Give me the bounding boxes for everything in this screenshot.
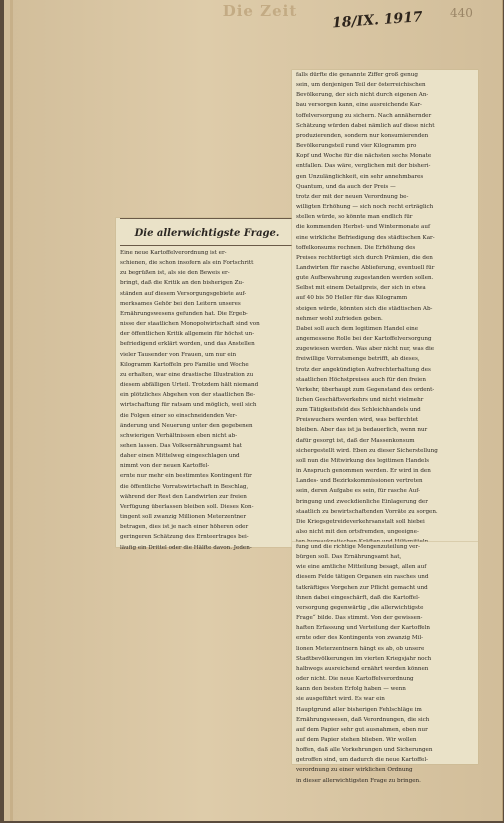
text-line: die kommenden Herbst- und Wintermonate auf <box>296 224 431 231</box>
text-line: ihnen dabei eingeschärft, daß die Kartoffel- <box>296 594 420 601</box>
text-line: schwierigen Verhältnissen eben nicht ab- <box>120 432 238 439</box>
text-line: während der Rest den Landwirten zur freien <box>120 493 247 500</box>
text-line: Kopf und Woche für die nächsten sechs Monate <box>296 153 432 160</box>
text-line: ernte nur mehr ein bestimmtes Kontingent für <box>120 473 252 480</box>
text-line: merksames Gehör bei den Leitern unseres <box>120 300 241 307</box>
text-line: die Folgen einer so einschneidenden Ver- <box>120 412 238 419</box>
text-line: fung und die richtige Mengenzuteilung ver- <box>296 544 420 550</box>
text-line: die öffentliche Vorratswirtschaft in Beschlag, <box>120 483 249 490</box>
text-line: in Anspruch genommen werden. Er wird in den <box>296 468 431 475</box>
text-line: zum Tätigkeitsfeld des Schleichhandels und <box>296 407 421 414</box>
text-line: Landes- und Bezirkskommissionen vertreten <box>296 478 423 485</box>
text-line: tatkräftiges Vorgehen zur Pflicht gemacht und <box>296 584 428 591</box>
text-line: verordnung zu einer wirklichen Ordnung <box>296 767 413 774</box>
clipping-column-2 <box>292 70 478 546</box>
text-line: bleiben. Aber das ist ja bedauerlich, wenn nur <box>296 427 428 434</box>
text-line: zugewiesen werden. Was aber nicht nur, was die <box>296 346 435 353</box>
text-line: lichen Geschäftsverkehrs und nicht vielmehr <box>296 397 424 403</box>
text-line: angemessene Rolle bei der Kartoffelversorgung <box>296 336 432 343</box>
text-line: lionen Meterzentnern hängt es ab, ob unsere <box>296 645 425 652</box>
text-line: änderung und Neuerung unter den gegebenen <box>120 422 253 429</box>
text-line: also nicht mit den ortsfremden, ungeeigne- <box>296 529 419 536</box>
text-line: ständen auf diesem Versorgungsgebiete auf- <box>120 290 247 297</box>
text-line: sehen lassen. Das Volksernährungsamt hat <box>120 442 242 449</box>
text-line: toffelversorgung zu sichern. Nach annähernder <box>296 112 432 119</box>
text-line: tingent soll zwanzig Millionen Meterzentner <box>120 514 247 521</box>
text-line: versorgung gegenwärtig „die allerwichtigste <box>296 604 424 611</box>
text-line: Quantum, und da auch der Preis — <box>296 183 396 190</box>
column-3-text <box>296 542 474 786</box>
text-line: toffelkonsums rechnen. Die Erhöhung des <box>296 244 416 251</box>
divider <box>120 245 294 246</box>
text-line: diesem Felde tätigen Organen ein rasches und <box>296 574 429 581</box>
clipping-column-1 <box>116 218 298 551</box>
text-line: Bevölkerungsteil rund vier Kilogramm pro <box>296 143 417 150</box>
text-line: bringung und zweckdienliche Einlagerung der <box>296 498 428 505</box>
handwritten-date: 18/IX. 1917 <box>331 9 424 32</box>
text-line: nimmt von der neuen Kartoffel- <box>120 463 210 470</box>
text-line: Die Kriegsgetreideverkehrsanstalt soll hiebei <box>296 518 425 525</box>
text-line: geringeren Schätzung des Ernteertrages bei- <box>120 534 249 541</box>
text-line: haften Erfassung und Verteilung der Kartoffeln <box>296 625 431 632</box>
text-line: gen Unzulänglichkeit, ein sehr annehmbares <box>296 173 424 180</box>
text-line: soll nun die Mitwirkung des legitimen Handels <box>296 457 430 464</box>
text-line: zu erhalten, war eine drastische Illustration zu <box>120 371 254 378</box>
binding-strip <box>10 0 13 821</box>
text-line: Stadtbevölkerungen im vierten Kriegsjahr noch <box>296 655 432 662</box>
text-line: Frage“ bilde. Das stimmt. Von der gewissen- <box>296 615 423 622</box>
text-line: vieler Tausender von Frauen, um nur ein <box>120 351 237 358</box>
text-line: staatlich zu bewirtschaftenden Vorräte zu sorgen. <box>296 508 438 515</box>
text-line: Dabei soll auch dem legitimen Handel eine <box>296 325 419 332</box>
text-line: diesem abfälligen Urteil. Trotzdem hält niemand <box>120 382 259 389</box>
text-line: bau versorgen kann, eine ausreichende Kar- <box>296 102 422 109</box>
text-line: willigten Erhöhung — sich noch recht erträglich <box>296 204 434 211</box>
text-line: Kilogramm Kartoffeln pro Familie und Woche <box>120 361 249 368</box>
text-line: stellen würde, so könnte man endlich für <box>296 214 413 221</box>
text-line: getroffen sind, um dadurch die neue Kartoffel- <box>296 757 429 764</box>
text-line: falls dürfte die genannte Ziffer groß genug <box>296 72 418 78</box>
column-1-text <box>120 248 294 553</box>
text-line: ernte oder des Kontingents von zwanzig Mil- <box>296 635 424 642</box>
text-line: auf 40 bis 50 Heller für das Kilogramm <box>296 295 408 302</box>
text-line: befriedigend erklärt worden, und das Anstellen <box>120 341 255 348</box>
text-line: auf dem Papier stehen blieben. Wir wollen <box>296 736 417 743</box>
text-line: Ernährungswesen, daß Verordnungen, die sich <box>296 716 430 723</box>
text-line: steigen würde, könnten sich die städtischen Ab- <box>296 305 433 312</box>
text-line: hoffen, daß alle Vorkehrungen und Sicherungen <box>296 747 433 754</box>
text-line: Hauptgrund aller bisherigen Fehlschläge im <box>296 706 422 713</box>
text-line: gute Aufbewahrung zugestanden werden sollen. <box>296 275 434 282</box>
text-line: Landwirten für rasche Ablieferung, eventuell für <box>296 264 435 271</box>
text-line: produzierenden, sondern nur konsumierenden <box>296 132 429 139</box>
text-line: sichergestellt wird. Eben zu dieser Sicherstellung <box>296 447 438 454</box>
text-line: bringt, daß die Kritik an den bisherigen Zu- <box>120 280 245 287</box>
text-line: trotz der mit der neuen Verordnung be- <box>296 193 409 200</box>
newspaper-stamp: Die Zeit <box>222 2 298 20</box>
text-line: sein, deren Aufgabe es sein, für rasche Auf- <box>296 488 421 495</box>
archive-page <box>4 0 503 821</box>
text-line: nehmer wohl zufrieden geben. <box>296 315 383 322</box>
article-title: Die allerwichtigste Frage. <box>134 228 280 239</box>
text-line: Schätzung würden dabei nämlich auf diese nicht <box>296 122 435 129</box>
text-line: daher einen Mittelweg eingeschlagen und <box>120 453 240 460</box>
text-line: zu begrüßen ist, als sie den Beweis er- <box>120 270 230 277</box>
text-line: eine wirkliche Befriedigung des städtischen Kar- <box>296 234 435 241</box>
text-line: Verkehr, überhaupt zum Gegenstand des ordent- <box>296 386 435 393</box>
text-line: Ernährungswesens gefunden hat. Die Ergeb- <box>120 310 248 317</box>
text-line: sein, um denjenigen Teil der österreichischen <box>296 82 426 89</box>
text-line: in dieser allerwichtigsten Frage zu bringen. <box>296 777 421 784</box>
text-line: dafür gesorgt ist, daß der Massenkonsum <box>296 437 415 444</box>
text-line: oder nicht. Die neue Kartoffelverordnung <box>296 676 414 683</box>
text-line: auf dem Papier sehr gut ausnahmen, eben nur <box>296 726 428 733</box>
text-line: freiwillige Vorratsmenge betrifft, ab dieses, <box>296 356 420 363</box>
text-line: halbwegs ausreichend ernährt werden können <box>296 665 429 672</box>
text-line: staatlichen Höchstpreises auch für den freien <box>296 376 426 383</box>
text-line: entfallen. Das wäre, verglichen mit der bisheri- <box>296 163 431 170</box>
text-line: Preiswuchers werden wird, was befürchtet <box>296 417 419 424</box>
text-line: der öffentlichen Kritik allgemein für höchst un- <box>120 331 255 338</box>
folio-number: 440 <box>450 6 473 20</box>
text-line: nisse der staatlichen Monopolwirtschaft sind von <box>120 321 260 328</box>
divider <box>120 218 294 219</box>
text-line: Selbst mit einem Detailpreis, der sich in etwa <box>296 285 426 292</box>
text-line: schienen, die schon insofern als ein Fortschritt <box>120 260 254 267</box>
text-line: wie eine amtliche Mitteilung besagt, allen auf <box>296 564 427 571</box>
text-line: Eine neue Kartoffelverordnung ist er- <box>120 250 227 256</box>
text-line: läufig ein Drittel oder die Hälfte davon. Jeden- <box>120 544 252 551</box>
column-2-text <box>296 70 474 578</box>
text-line: bürgen soll. Das Ernährungsamt hat, <box>296 554 402 561</box>
text-line: Preises rechtfertigt sich durch Prämien, die den <box>296 254 433 261</box>
text-line: trotz der angekündigten Aufrechterhaltung des <box>296 366 431 373</box>
text-line: kann den besten Erfolg haben — wenn <box>296 686 406 693</box>
text-line: Bevölkerung, der sich nicht durch eigenen An- <box>296 92 429 99</box>
text-line: sie ausgeführt wird. Es war ein <box>296 696 385 703</box>
text-line: wirtschaftung für ratsam und möglich, weil sich <box>120 402 257 409</box>
text-line: betragen, dies ist je nach einer höheren oder <box>120 524 249 531</box>
text-line: Verfügung überlassen bleiben soll. Dieses Kon- <box>120 503 254 510</box>
clipping-column-3 <box>292 542 478 784</box>
text-line: ein plötzliches Abgehen von der staatlichen Be- <box>120 392 256 399</box>
